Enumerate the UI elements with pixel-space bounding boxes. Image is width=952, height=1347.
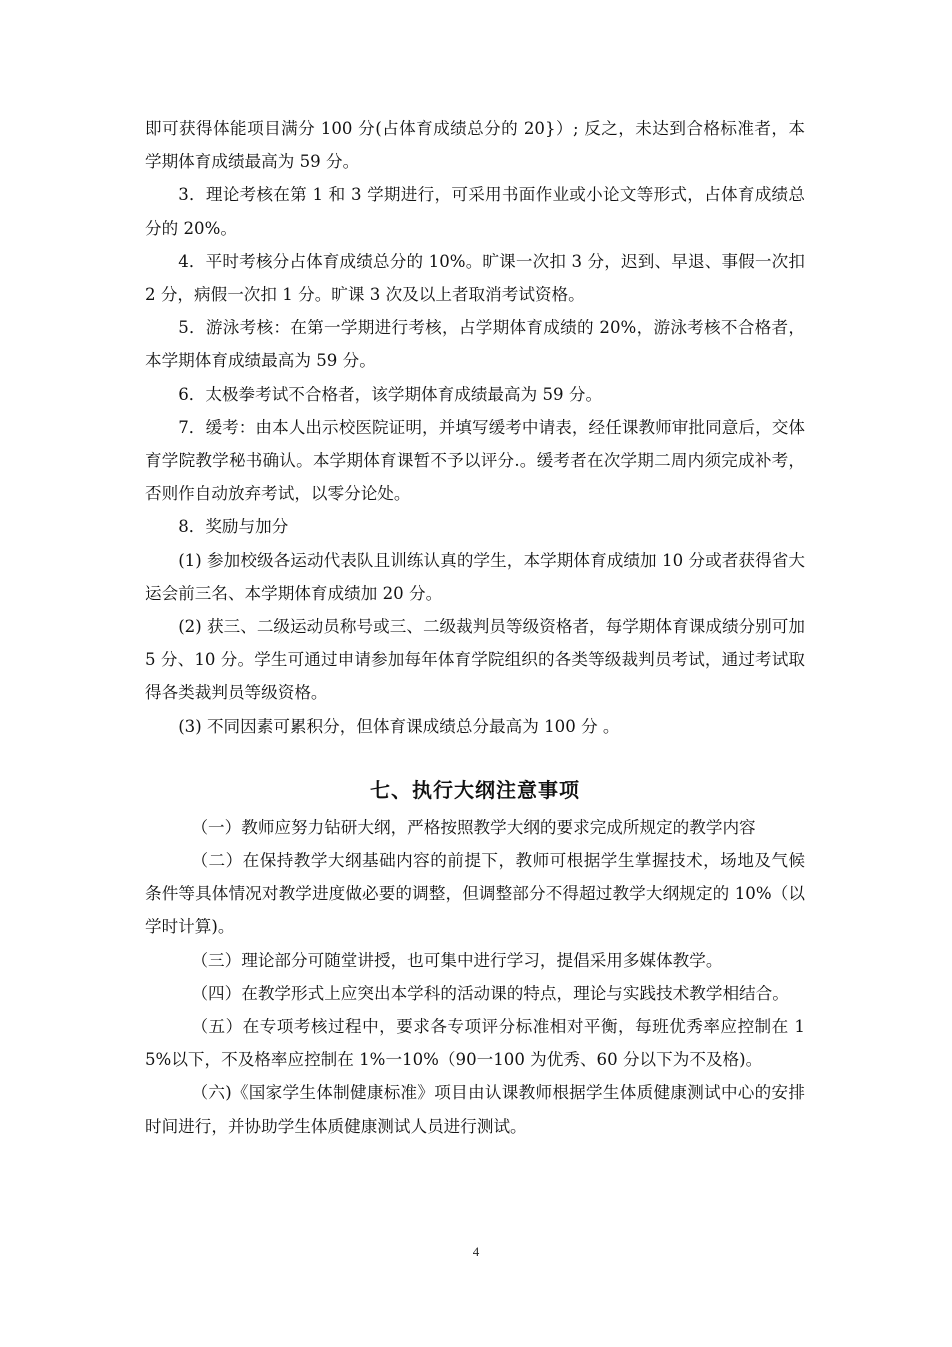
paragraph-note-2: （二）在保持教学大纲基础内容的前提下，教师可根据学生掌握技术，场地及气候条件等具体情况对教学进度做必要的调整，但调整部分不得超过教学大纲规定的 10%（以学时计算)。: [145, 851, 805, 937]
paragraph-note-4: （四）在教学形式上应突出本学科的活动课的特点，理论与实践技术教学相结合。: [191, 983, 789, 1003]
paragraph-note-3: （三）理论部分可随堂讲授，也可集中进行学习，提倡采用多媒体教学。: [191, 950, 723, 970]
paragraph-theory-exam: 3．理论考核在第 1 和 3 学期进行，可采用书面作业或小论文等形式，占体育成绩总分的 20%。: [145, 185, 805, 238]
page-body: [145, 112, 805, 1143]
paragraph-fitness-score: 即可获得体能项目满分 100 分(占体育成绩总分的 20}）; 反之，未达到合格标准者，本学期体育成绩最高为 59 分。: [145, 119, 805, 172]
paragraph-reward-3: (3) 不同因素可累积分，但体育课成绩总分最高为 100 分 。: [178, 716, 620, 736]
paragraph-note-5: （五）在专项考核过程中，要求各专项评分标准相对平衡，每班优秀率应控制在 15%以下，不及格率应控制在 1%一10%（90一100 为优秀、60 分以下为不及格)。: [145, 1017, 805, 1070]
paragraph-reward-1: (1) 参加校级各运动代表队且训练认真的学生，本学期体育成绩加 10 分或者获得省大运会前三名、本学期体育成绩加 20 分。: [145, 550, 805, 603]
paragraph-note-1: （一）教师应努力钻研大纲，严格按照教学大纲的要求完成所规定的教学内容: [191, 817, 756, 837]
paragraph-deferred-exam: 7．缓考：由本人出示校医院证明，并填写缓考中请表，经任课教师审批同意后，交体育学院教学秘书确认。本学期体育课暂不予以评分.。缓考者在次学期二周内须完成补考，否则作自动放弃考试，以零分论处。: [145, 417, 805, 504]
page-number: 4: [472, 1244, 480, 1259]
paragraph-reward-2: (2) 获三、二级运动员称号或三、二级裁判员等级资格者，每学期体育课成绩分别可加 5 分、10 分。学生可通过申请参加每年体育学院组织的各类等级裁判员考试，通过考试取得各类裁判员等级资格。: [145, 617, 805, 703]
paragraph-taichi: 6．太极拳考试不合格者，该学期体育成绩最高为 59 分。: [178, 384, 603, 404]
paragraph-attendance: 4．平时考核分占体育成绩总分的 10%。旷课一次扣 3 分，迟到、早退、事假一次扣 2 分，病假一次扣 1 分。旷课 3 次及以上者取消考试资格。: [145, 251, 805, 305]
paragraph-note-6: （六)《国家学生体制健康标准》项目由认课教师根据学生体质健康测试中心的安排时间进行，并协助学生体质健康测试人员进行测试。: [145, 1083, 805, 1136]
paragraph-swimming: 5．游泳考核：在第一学期进行考核，占学期体育成绩的 20%，游泳考核不合格者，本学期体育成绩最高为 59 分。: [145, 318, 805, 371]
section-heading: 七、执行大纲注意事项: [370, 777, 580, 802]
paragraph-rewards-title: 8．奖励与加分: [178, 517, 289, 537]
